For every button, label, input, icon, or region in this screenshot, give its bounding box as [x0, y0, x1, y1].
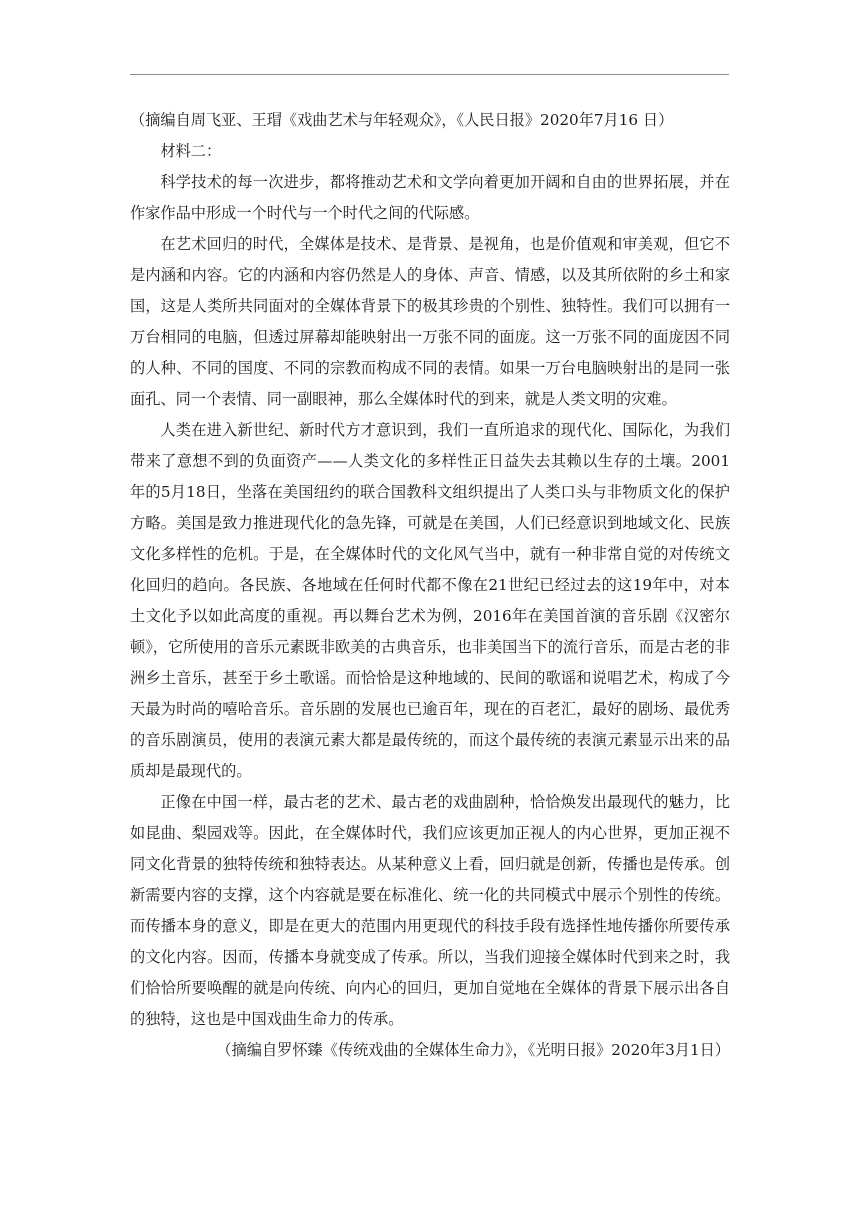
- paragraph: 正像在中国一样，最古老的艺术、最古老的戏曲剧种，恰恰焕发出最现代的魅力，比如昆曲、梨园戏等。因此，在全媒体时代，我们应该更加正视人的内心世界，更加正视不同文化背景的独特传统和独特表达。从某种意义上看，回归就是创新，传播也是传承。创新需要内容的支撑，这个内容就是要在标准化、统一化的共同模式中展示个别性的传统。而传播本身的意义，即是在更大的范围内用更现代的科技手段有选择性地传播你所要传承的文化内容。因而，传播本身就变成了传承。所以，当我们迎接全媒体时代到来之时，我们恰恰所要唤醒的就是向传统、向内心的回归，更加自觉地在全媒体的背景下展示出各自的独特，这也是中国戏曲生命力的传承。: [130, 793, 730, 1028]
- paragraph: 在艺术回归的时代，全媒体是技术、是背景、是视角，也是价值观和审美观，但它不是内涵和内容。它的内涵和内容仍然是人的身体、声音、情感，以及其所依附的乡土和家国，这是人类所共同面对的全媒体背景下的极其珍贵的个别性、独特性。我们可以拥有一万台相同的电脑，但透过屏幕却能映射出一万张不同的面庞。这一万张不同的面庞因不同的人种、不同的国度、不同的宗教而构成不同的表情。如果一万台电脑映射出的是同一张面孔、同一个表情、同一副眼神，那么全媒体时代的到来，就是人类文明的灾难。: [130, 235, 730, 408]
- source-citation-top: （摘编自周飞亚、王瑁《戏曲艺术与年轻观众》，《人民日报》2020年7月16 日）: [130, 111, 674, 129]
- paragraph: 科学技术的每一次进步，都将推动艺术和文学向着更加开阔和自由的世界拓展，并在作家作品中形成一个时代与一个时代之间的代际感。: [130, 173, 730, 222]
- material-label: 材料二：: [160, 142, 222, 160]
- document-body: [130, 105, 730, 1066]
- source-citation-bottom: （摘编自罗怀臻《传统戏曲的全媒体生命力》，《光明日报》2020年3月1日）: [216, 1041, 730, 1059]
- paragraph: 人类在进入新世纪、新时代方才意识到，我们一直所追求的现代化、国际化，为我们带来了意想不到的负面资产——人类文化的多样性正日益失去其赖以生存的土壤。2001年的5月18日，坐落在美国纽约的联合国教科文组织提出了人类口头与非物质文化的保护方略。美国是致力推进现代化的急先锋，可就是在美国，人们已经意识到地域文化、民族文化多样性的危机。于是，在全媒体时代的文化风气当中，就有一种非常自觉的对传统文化回归的趋向。各民族、各地域在任何时代都不像在21世纪已经过去的这19年中，对本土文化予以如此高度的重视。再以舞台艺术为例，2016年在美国首演的音乐剧《汉密尔顿》，它所使用的音乐元素既非欧美的古典音乐，也非美国当下的流行音乐，而是古老的非洲乡土音乐，甚至于乡土歌谣。而恰恰是这种地域的、民间的歌谣和说唱艺术，构成了今天最为时尚的嘻哈音乐。音乐剧的发展也已逾百年，现在的百老汇，最好的剧场、最优秀的音乐剧演员，使用的表演元素大都是最传统的，而这个最传统的表演元素显示出来的品质却是最现代的。: [130, 421, 730, 780]
- header-rule: [130, 74, 729, 75]
